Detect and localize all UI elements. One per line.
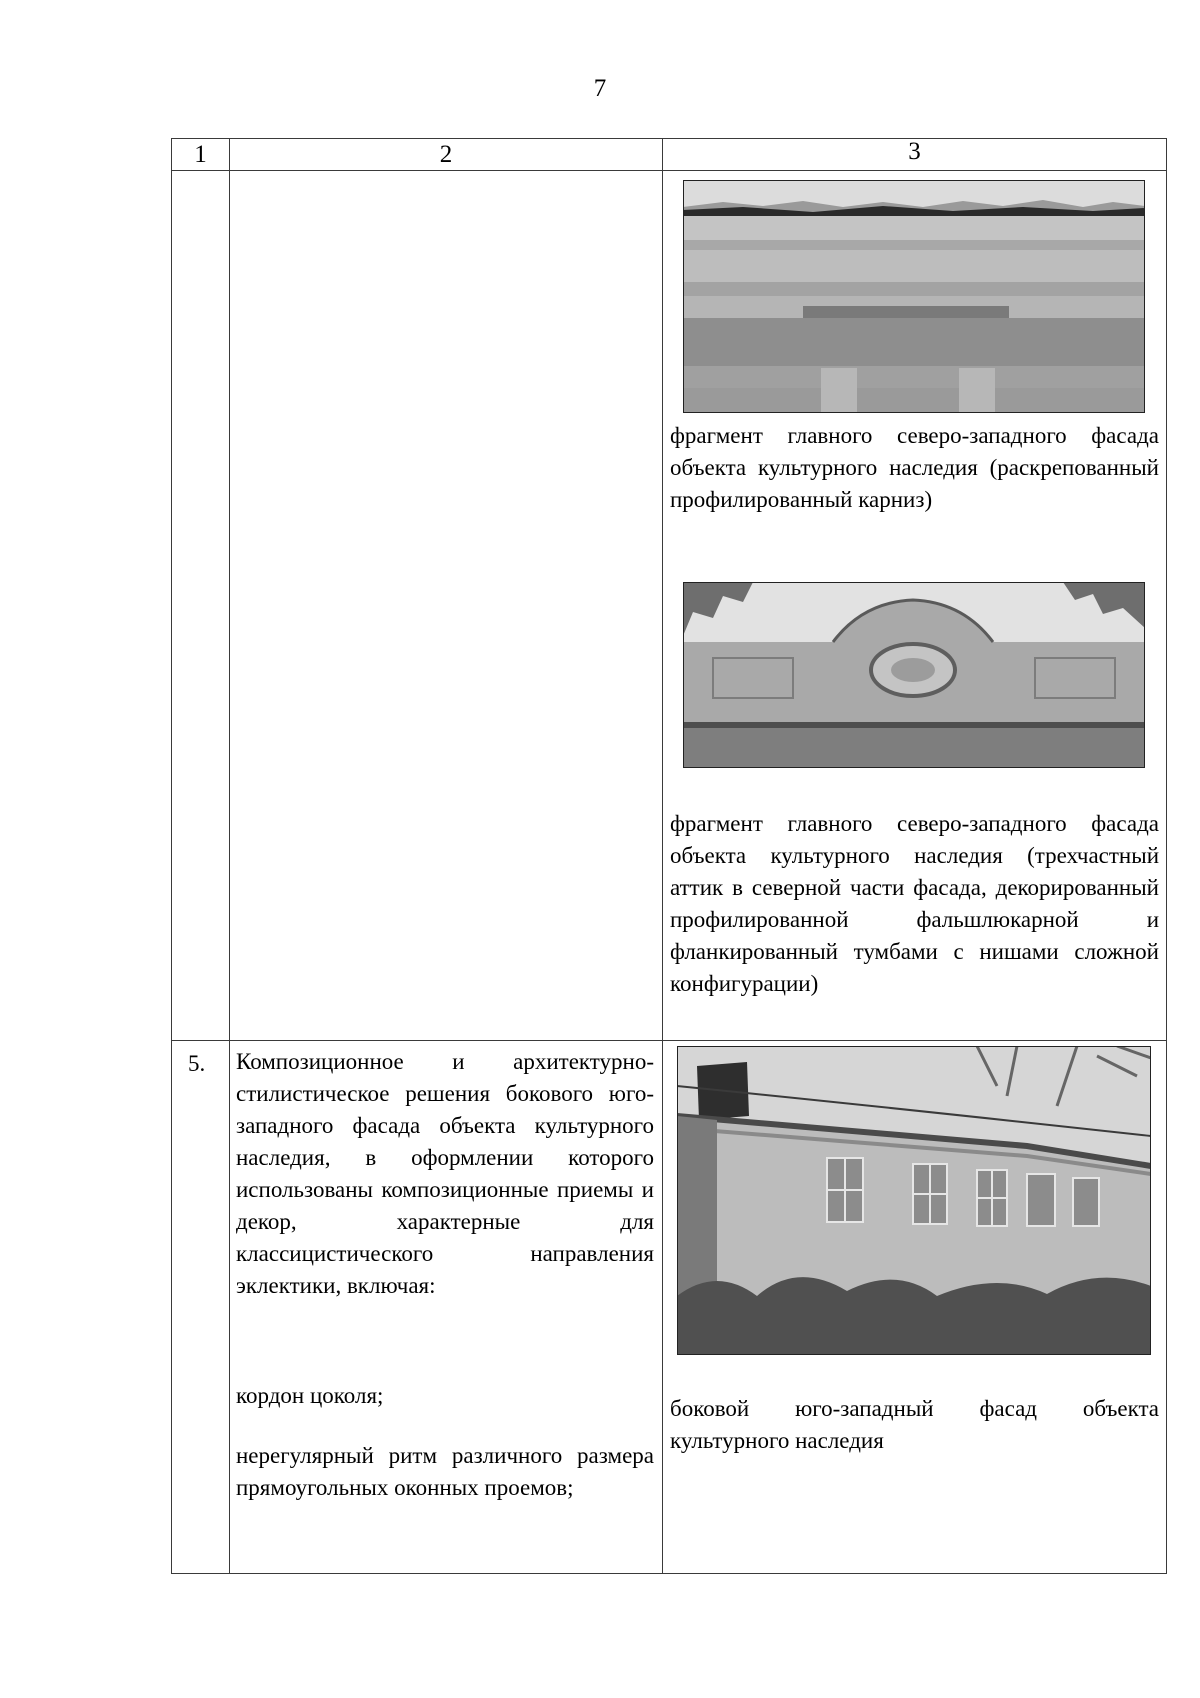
cornice-line	[683, 722, 1145, 728]
table-bottom-border	[171, 1573, 1167, 1574]
window-5	[1073, 1178, 1099, 1226]
description-item-1: кордон цоколя;	[236, 1383, 384, 1408]
description-paragraph: Композиционное и архитектурно-стилистическое решения бокового юго-западного фасада объекта культурного наследия, в оформлении которого использованы композиционные приемы и декор, характерные для классицистического направления эклектики, включая:	[236, 1049, 654, 1298]
frieze-block	[683, 318, 1145, 366]
header-cell-1: 1	[194, 141, 207, 168]
table-left-border	[171, 138, 172, 1574]
cornice-photo	[683, 180, 1145, 413]
sky-strip	[683, 180, 1145, 207]
header-bottom-border	[171, 170, 1167, 171]
cornice-band-1	[683, 216, 1145, 240]
page-number: 7	[593, 75, 607, 102]
frieze-step	[803, 306, 1009, 320]
photo-caption-1: фрагмент главного северо-западного фасада объекта культурного наследия (раскрепованный профилированный карниз)	[670, 423, 1159, 512]
cornice-band	[683, 722, 1145, 768]
side-facade-photo	[677, 1046, 1151, 1355]
medallion-center	[891, 658, 935, 682]
cornice-band-4	[683, 282, 1145, 296]
row-divider	[171, 1040, 1167, 1041]
row-number: 5.	[188, 1051, 206, 1076]
header-cell-2: 2	[439, 141, 453, 168]
frieze-lower	[683, 366, 1145, 388]
table-right-border	[1166, 138, 1167, 1574]
description-item-2: нерегулярный ритм различного размера прямоугольных оконных проемов;	[236, 1443, 654, 1500]
column-divider-1	[229, 138, 230, 1574]
pilaster-capital-right	[959, 368, 995, 413]
attic-photo	[683, 582, 1145, 768]
photo-caption-3: боковой юго-западный фасад объекта культурного наследия	[670, 1396, 1159, 1453]
window-4	[1027, 1174, 1055, 1226]
row-description	[236, 1046, 654, 1302]
cornice-band-3	[683, 250, 1145, 282]
header-cell-3: 3	[908, 138, 921, 165]
pilaster-capital-left	[821, 368, 857, 413]
column-divider-2	[662, 138, 663, 1574]
photo-caption-2: фрагмент главного северо-западного фасада объекта культурного наследия (трехчастный аттик в северной части фасада, декорированный профилированной фальшлюкарной и фланкированный тумбами с нишами сложной конфигурации)	[670, 811, 1159, 996]
cornice-band-2	[683, 240, 1145, 250]
